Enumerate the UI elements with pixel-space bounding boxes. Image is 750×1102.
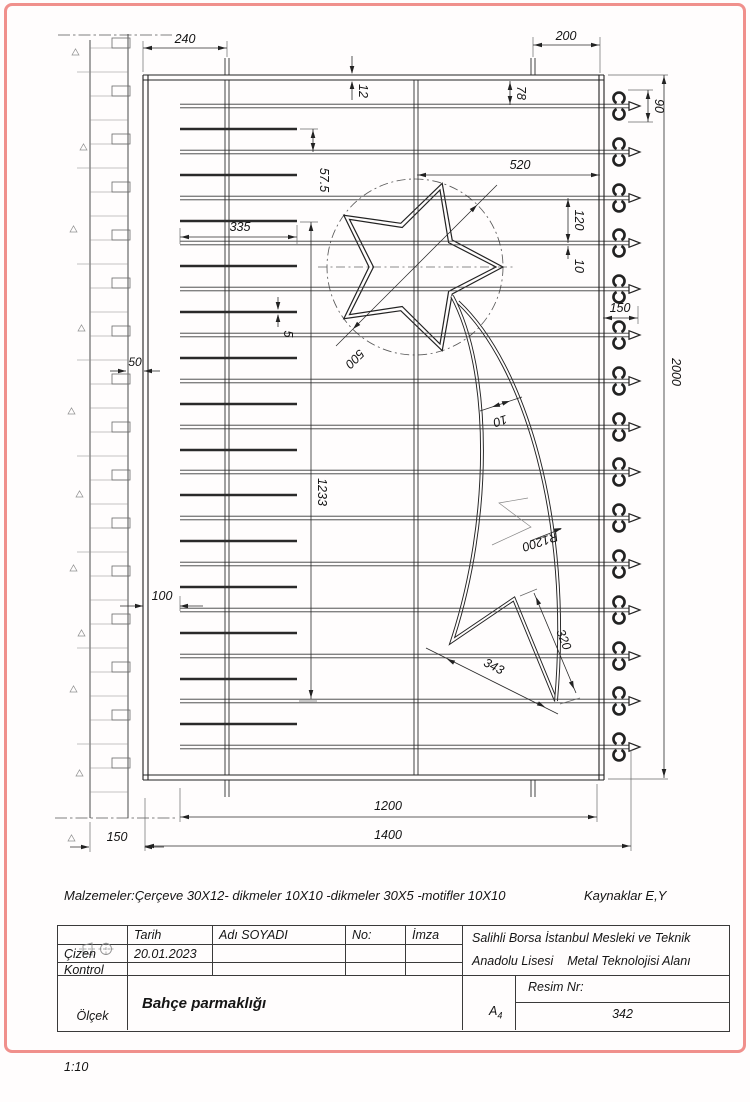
dim-label-d343: 343 <box>481 655 507 678</box>
scroll-curl-bottom <box>614 155 625 165</box>
drawing-title: Bahçe parmaklığı <box>128 976 463 1030</box>
scroll-curl-bottom <box>614 201 625 211</box>
spear-tip <box>629 468 640 477</box>
scroll-curl-top <box>614 688 625 698</box>
paper-size-cell <box>463 976 516 1030</box>
scroll-curl-bottom <box>614 521 625 531</box>
dim-label-d57_5: 57.5 <box>317 167 331 193</box>
school-name-line2: Anadolu Lisesi Metal Teknolojisi Alanı <box>472 954 691 968</box>
dim-label-d240: 240 <box>174 32 196 46</box>
dim-label-d10tail: 10 <box>491 411 510 430</box>
dim-label-d335: 335 <box>229 220 251 234</box>
olcek-cell <box>58 976 128 1074</box>
scroll-curl-top <box>614 322 625 332</box>
tarih-header: Tarih <box>128 926 213 945</box>
welds-note: Kaynaklar E,Y <box>584 888 667 903</box>
dim-label-d200: 200 <box>555 29 577 43</box>
spear-tip <box>629 652 640 661</box>
empty-cell <box>406 963 463 976</box>
dim-label-d520: 520 <box>509 158 531 172</box>
spear-tip <box>629 606 640 615</box>
scroll-curl-bottom <box>614 704 625 714</box>
empty-cell <box>213 963 346 976</box>
dim-label-d5: 5 <box>281 330 295 338</box>
school-name-line1: Salihli Borsa İstanbul Mesleki ve Teknik <box>472 931 691 945</box>
scroll-curl-bottom <box>614 475 625 485</box>
scroll-curl-top <box>614 505 625 515</box>
scroll-curl-bottom <box>614 659 625 669</box>
scroll-curl-bottom <box>614 246 625 256</box>
cizen-date: 20.01.2023 <box>128 945 213 963</box>
dim-label-d78: 78 <box>514 86 528 100</box>
dim-label-d10: 10 <box>572 259 586 273</box>
dim-label-d50: 50 <box>128 355 142 369</box>
dim-label-r1200: R1200 <box>520 529 560 555</box>
dim-label-d100: 100 <box>151 589 173 603</box>
scroll-curl-bottom <box>614 384 625 394</box>
scroll-curl-top <box>614 139 625 149</box>
scroll-curl-top <box>614 597 625 607</box>
scroll-curl-bottom <box>614 109 625 119</box>
spear-tip <box>629 377 640 386</box>
spear-tip <box>629 423 640 432</box>
empty-cell <box>346 945 406 963</box>
dim-label-d1400: 1400 <box>374 828 402 842</box>
dim-label-d2000: 2000 <box>669 358 683 386</box>
scroll-curl-top <box>614 276 625 286</box>
paper-size-sub: 4 <box>497 1010 503 1021</box>
spear-tip <box>629 102 640 111</box>
scroll-curl-top <box>614 414 625 424</box>
scroll-curl-top <box>614 230 625 240</box>
spear-tip <box>629 331 640 340</box>
scroll-curl-top <box>614 368 625 378</box>
dim-label-d1200: 1200 <box>374 799 402 813</box>
resim-nr-value: 342 <box>612 1007 633 1021</box>
dim-label-d150wall: 150 <box>106 830 128 844</box>
scroll-curl-bottom <box>614 567 625 577</box>
scroll-curl-top <box>614 459 625 469</box>
resim-nr-label: Resim Nr: <box>516 976 729 1003</box>
dim-label-d90: 90 <box>652 99 666 113</box>
empty-cell <box>346 963 406 976</box>
scroll-curl-top <box>614 185 625 195</box>
spear-tip <box>629 148 640 157</box>
spear-tip <box>629 697 640 706</box>
empty-cell <box>128 963 213 976</box>
scroll-curl-bottom <box>614 750 625 760</box>
scroll-curl-top <box>614 734 625 744</box>
dimension-annotations <box>70 29 683 852</box>
scroll-curl-bottom <box>614 430 625 440</box>
materials-note: Malzemeler:Çerçeve 30X12- dikmeler 10X10 -dikmeler 30X5 -motifler 10X10 <box>64 888 506 903</box>
shooting-star-motif <box>318 179 559 701</box>
school-cell <box>463 926 729 976</box>
spear-tip <box>629 239 640 248</box>
scroll-curl-top <box>614 551 625 561</box>
dim-label-d320: 320 <box>553 627 575 652</box>
cizen-label: Çizen <box>58 945 128 963</box>
dim-label-d1233: 1233 <box>315 478 329 506</box>
spear-tip <box>629 285 640 294</box>
spear-tip <box>629 514 640 523</box>
dim-label-d150tip: 150 <box>609 301 631 315</box>
title-block <box>57 925 730 1074</box>
no-header: No: <box>346 926 406 945</box>
scroll-curl-bottom <box>614 613 625 623</box>
dim-label-d120: 120 <box>572 209 586 231</box>
olcek-value: 1:10 <box>64 1060 89 1074</box>
kontrol-label: Kontrol <box>58 963 128 976</box>
spear-tip <box>629 194 640 203</box>
spear-tip <box>629 560 640 569</box>
brick-wall <box>55 34 175 841</box>
empty-cell <box>406 945 463 963</box>
scroll-curl-bottom <box>614 338 625 348</box>
paper-size: A <box>489 1004 498 1018</box>
adi-soyadi-header: Adı SOYADI <box>213 926 346 945</box>
dim-label-d500: 500 <box>342 346 368 372</box>
dim-label-d12: 12 <box>356 84 370 98</box>
scroll-curl-top <box>614 93 625 103</box>
projection-symbol-cell <box>58 926 128 945</box>
scroll-curl-top <box>614 643 625 653</box>
empty-cell <box>213 945 346 963</box>
comet-tail-rod <box>452 296 556 701</box>
imza-header: İmza <box>406 926 463 945</box>
olcek-label: Ölçek <box>76 1009 109 1023</box>
resim-nr-cell <box>516 976 729 1030</box>
fence-panel <box>143 58 640 797</box>
